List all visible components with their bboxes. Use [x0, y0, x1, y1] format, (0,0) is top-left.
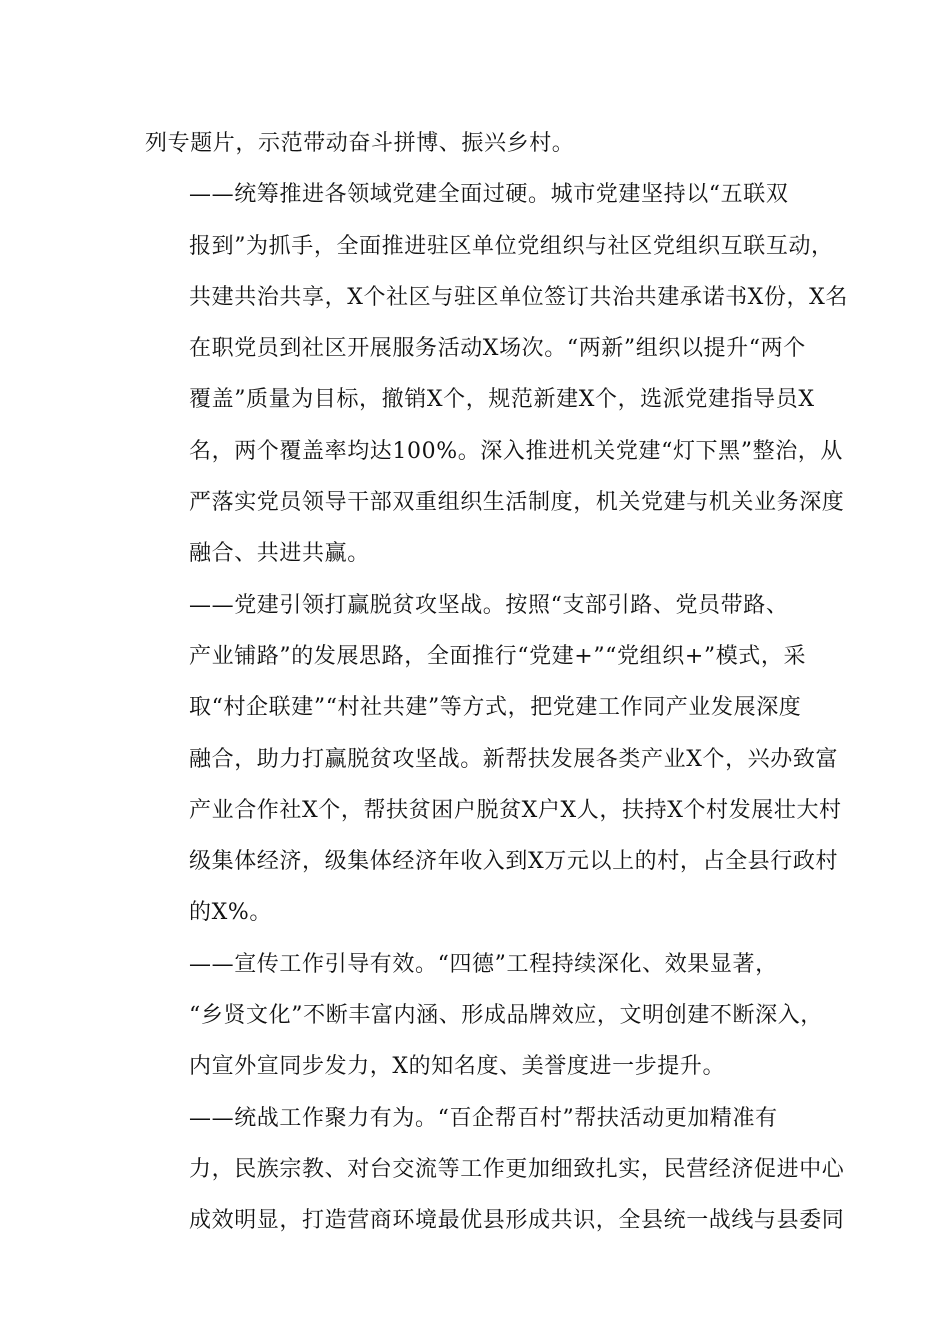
text-line: ——宣传工作引导有效。“四德”工程持续深化、效果显著， [189, 951, 778, 977]
text-line: 名，两个覆盖率均达100%。深入推进机关党建“灯下黑”整治，从 [189, 438, 843, 464]
text-line: 融合，助力打赢脱贫攻坚战。新帮扶发展各类产业X个，兴办致富 [189, 746, 839, 772]
paragraph-continuation [145, 118, 807, 169]
text-line: 的X%。 [189, 900, 272, 926]
paragraph-poverty-alleviation [145, 580, 842, 939]
text-line: ——统筹推进各领域党建全面过硬。城市党建坚持以“五联双 [189, 182, 789, 208]
text-line: 融合、共进共赢。 [189, 541, 370, 567]
text-line: 产业合作社X个，帮扶贫困户脱贫X户X人，扶持X个村发展壮大村 [189, 797, 842, 823]
text-line: ——统战工作聚力有为。“百企帮百村”帮扶活动更加精准有 [189, 1105, 778, 1131]
text-line: 力，民族宗教、对台交流等工作更加细致扎实，民营经济促进中心 [189, 1156, 845, 1182]
text-line: 级集体经济，级集体经济年收入到X万元以上的村，占全县行政村 [189, 849, 839, 875]
text-line: 共建共治共享，X个社区与驻区单位签订共治共建承诺书X份，X名 [189, 284, 848, 310]
text-line: 产业铺路”的发展思路，全面推行“党建+”“党组织+”模式，采 [189, 643, 807, 669]
text-line: ——党建引领打赢脱贫攻坚战。按照“支部引路、党员带路、 [189, 592, 789, 618]
text-line: 在职党员到社区开展服务活动X场次。“两新”组织以提升“两个 [189, 336, 806, 362]
text-line: 覆盖”质量为目标，撤销X个，规范新建X个，选派党建指导员X [189, 387, 815, 413]
document-body [145, 118, 848, 1247]
paragraph-united-front [145, 1093, 845, 1247]
text-line: 报到”为抓手，全面推进驻区单位党组织与社区党组织互联互动， [189, 233, 834, 259]
text-line: 内宣外宣同步发力，X的知名度、美誉度进一步提升。 [189, 1054, 726, 1080]
paragraph-party-building [145, 169, 848, 579]
text-line: “乡贤文化”不断丰富内涵、形成品牌效应，文明创建不断深入， [189, 1003, 823, 1029]
text-line: 取“村企联建”“村社共建”等方式，把党建工作同产业发展深度 [189, 695, 802, 721]
text-line: 列专题片，示范带动奋斗拼博、振兴乡村。 [145, 131, 575, 156]
text-line: 成效明显，打造营商环境最优县形成共识，全县统一战线与县委同 [189, 1208, 845, 1234]
text-line: 严落实党员领导干部双重组织生活制度，机关党建与机关业务深度 [189, 490, 845, 516]
paragraph-publicity [145, 939, 823, 1093]
